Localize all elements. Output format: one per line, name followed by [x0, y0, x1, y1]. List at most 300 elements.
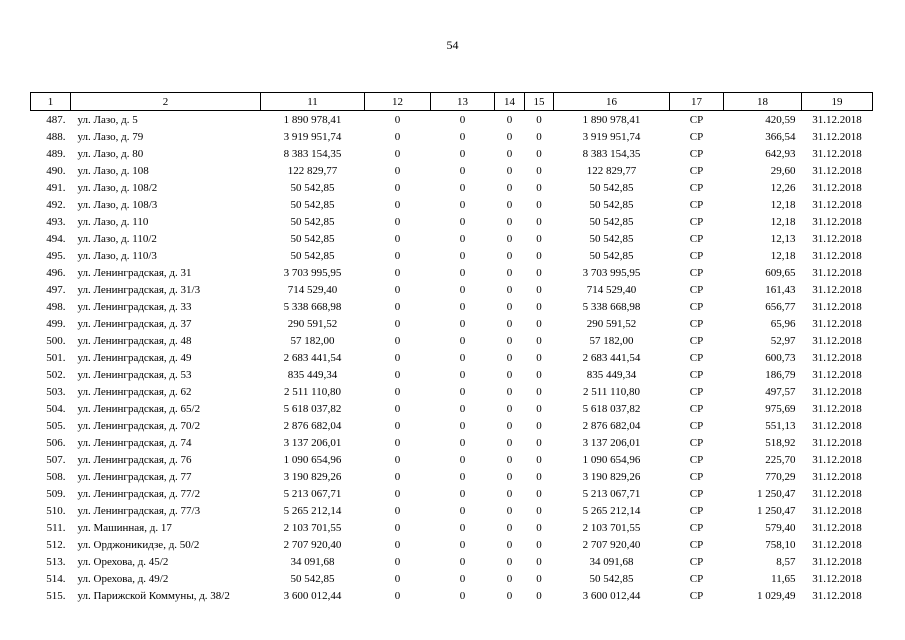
amount-cell: 57 182,00	[290, 334, 335, 347]
row-number: 498.	[46, 300, 66, 313]
value-cell: 0	[506, 164, 513, 177]
value-cell: 0	[459, 164, 466, 177]
rate-cell: 758,10	[765, 538, 796, 551]
row-number: 493.	[46, 215, 66, 228]
value-cell: 0	[506, 538, 513, 551]
value-cell: 0	[459, 266, 466, 279]
value-cell: 0	[459, 300, 466, 313]
table-row	[31, 315, 873, 332]
value-cell: 0	[506, 249, 513, 262]
value-cell: 0	[394, 232, 401, 245]
column-header: 17	[670, 93, 724, 111]
date-cell: 31.12.2018	[812, 419, 862, 432]
row-number: 507.	[46, 453, 66, 466]
value-cell: 0	[459, 249, 466, 262]
value-cell: 0	[394, 181, 401, 194]
row-number: 509.	[46, 487, 66, 500]
date-cell: 31.12.2018	[812, 181, 862, 194]
amount-cell: 5 338 668,98	[283, 300, 342, 313]
type-cell: СР	[689, 215, 704, 228]
value-cell: 0	[506, 215, 513, 228]
rate-cell: 420,59	[765, 113, 796, 126]
rate-cell: 518,92	[765, 436, 796, 449]
amount-cell: 3 919 951,74	[283, 130, 342, 143]
total-cell: 714 529,40	[586, 283, 637, 296]
rate-cell: 1 250,47	[757, 487, 796, 500]
address-cell: ул. Ленинградская, д. 76	[77, 453, 192, 466]
address-cell: ул. Лазо, д. 110/2	[77, 232, 157, 245]
value-cell: 0	[394, 487, 401, 500]
type-cell: СР	[689, 300, 704, 313]
amount-cell: 835 449,34	[287, 368, 338, 381]
column-header: 1	[31, 93, 71, 111]
value-cell: 0	[506, 266, 513, 279]
rate-cell: 366,54	[765, 130, 796, 143]
total-cell: 50 542,85	[589, 232, 634, 245]
address-cell: ул. Ленинградская, д. 70/2	[77, 419, 201, 432]
value-cell: 0	[459, 402, 466, 415]
value-cell: 0	[394, 147, 401, 160]
column-header: 12	[365, 93, 431, 111]
total-cell: 3 137 206,01	[582, 436, 641, 449]
rate-cell: 1 250,47	[757, 504, 796, 517]
rate-cell: 609,65	[765, 266, 796, 279]
address-cell: ул. Ленинградская, д. 62	[77, 385, 192, 398]
amount-cell: 5 213 067,71	[283, 487, 342, 500]
value-cell: 0	[506, 198, 513, 211]
row-number: 515.	[46, 589, 66, 602]
row-number: 499.	[46, 317, 66, 330]
date-cell: 31.12.2018	[812, 351, 862, 364]
value-cell: 0	[536, 436, 542, 449]
type-cell: СР	[689, 283, 704, 296]
value-cell: 0	[536, 351, 542, 364]
rate-cell: 29,60	[770, 164, 796, 177]
table-row	[31, 519, 873, 536]
total-cell: 122 829,77	[586, 164, 637, 177]
type-cell: СР	[689, 572, 704, 585]
table-row	[31, 145, 873, 162]
value-cell: 0	[536, 572, 542, 585]
rate-cell: 600,73	[765, 351, 796, 364]
total-cell: 50 542,85	[589, 198, 634, 211]
value-cell: 0	[459, 232, 466, 245]
value-cell: 0	[536, 538, 542, 551]
total-cell: 2 103 701,55	[582, 521, 641, 534]
amount-cell: 5 618 037,82	[283, 402, 342, 415]
value-cell: 0	[394, 385, 401, 398]
value-cell: 0	[394, 538, 401, 551]
value-cell: 0	[536, 198, 542, 211]
amount-cell: 714 529,40	[287, 283, 338, 296]
amount-cell: 3 137 206,01	[283, 436, 342, 449]
total-cell: 57 182,00	[589, 334, 634, 347]
address-cell: ул. Ленинградская, д. 48	[77, 334, 192, 347]
address-cell: ул. Лазо, д. 79	[77, 130, 144, 143]
type-cell: СР	[689, 470, 704, 483]
row-number: 513.	[46, 555, 66, 568]
total-cell: 8 383 154,35	[582, 147, 641, 160]
amount-cell: 3 600 012,44	[283, 589, 342, 602]
row-number: 512.	[46, 538, 66, 551]
table-row	[31, 349, 873, 366]
amount-cell: 50 542,85	[290, 249, 335, 262]
value-cell: 0	[506, 351, 513, 364]
value-cell: 0	[506, 487, 513, 500]
value-cell: 0	[536, 521, 542, 534]
type-cell: СР	[689, 436, 704, 449]
column-header: 2	[71, 93, 261, 111]
value-cell: 0	[536, 113, 542, 126]
address-cell: ул. Лазо, д. 108/3	[77, 198, 158, 211]
value-cell: 0	[394, 555, 401, 568]
type-cell: СР	[689, 402, 704, 415]
value-cell: 0	[506, 181, 513, 194]
date-cell: 31.12.2018	[812, 283, 862, 296]
value-cell: 0	[394, 351, 401, 364]
value-cell: 0	[506, 572, 513, 585]
value-cell: 0	[394, 402, 401, 415]
amount-cell: 1 890 978,41	[283, 113, 342, 126]
value-cell: 0	[459, 589, 466, 602]
value-cell: 0	[459, 147, 466, 160]
address-cell: ул. Ленинградская, д. 49	[77, 351, 192, 364]
total-cell: 3 190 829,26	[582, 470, 641, 483]
total-cell: 290 591,52	[586, 317, 637, 330]
value-cell: 0	[536, 487, 542, 500]
address-cell: ул. Ленинградская, д. 77/3	[77, 504, 201, 517]
table-row	[31, 230, 873, 247]
row-number: 488.	[46, 130, 66, 143]
value-cell: 0	[394, 266, 401, 279]
total-cell: 50 542,85	[589, 215, 634, 228]
amount-cell: 2 876 682,04	[283, 419, 342, 432]
table-row	[31, 162, 873, 179]
table-row	[31, 366, 873, 383]
value-cell: 0	[394, 453, 401, 466]
address-cell: ул. Лазо, д. 5	[77, 113, 138, 126]
amount-cell: 34 091,68	[290, 555, 335, 568]
type-cell: СР	[689, 334, 704, 347]
type-cell: СР	[689, 351, 704, 364]
value-cell: 0	[506, 232, 513, 245]
amount-cell: 122 829,77	[287, 164, 338, 177]
value-cell: 0	[506, 334, 513, 347]
amount-cell: 1 090 654,96	[283, 453, 342, 466]
table-row	[31, 570, 873, 587]
value-cell: 0	[536, 232, 542, 245]
amount-cell: 8 383 154,35	[283, 147, 342, 160]
total-cell: 835 449,34	[586, 368, 637, 381]
value-cell: 0	[506, 402, 513, 415]
amount-cell: 3 703 995,95	[283, 266, 342, 279]
rate-cell: 12,18	[770, 249, 796, 262]
value-cell: 0	[506, 504, 513, 517]
table-row	[31, 213, 873, 230]
value-cell: 0	[459, 487, 466, 500]
row-number: 514.	[46, 572, 66, 585]
table-row	[31, 247, 873, 264]
value-cell: 0	[394, 317, 401, 330]
row-number: 502.	[46, 368, 66, 381]
value-cell: 0	[536, 283, 542, 296]
total-cell: 5 338 668,98	[582, 300, 641, 313]
rate-cell: 8,57	[776, 555, 796, 568]
value-cell: 0	[394, 198, 401, 211]
column-header: 18	[724, 93, 802, 111]
date-cell: 31.12.2018	[812, 453, 862, 466]
type-cell: СР	[689, 130, 704, 143]
value-cell: 0	[506, 555, 513, 568]
value-cell: 0	[394, 368, 401, 381]
row-number: 491.	[46, 181, 66, 194]
value-cell: 0	[394, 283, 401, 296]
total-cell: 3 703 995,95	[582, 266, 641, 279]
value-cell: 0	[506, 300, 513, 313]
address-cell: ул. Лазо, д. 110/3	[77, 249, 157, 262]
address-cell: ул. Лазо, д. 80	[77, 147, 144, 160]
column-header: 16	[554, 93, 670, 111]
value-cell: 0	[459, 317, 466, 330]
date-cell: 31.12.2018	[812, 385, 862, 398]
table-row	[31, 298, 873, 315]
value-cell: 0	[506, 470, 513, 483]
value-cell: 0	[536, 164, 542, 177]
amount-cell: 2 683 441,54	[283, 351, 342, 364]
value-cell: 0	[394, 215, 401, 228]
row-number: 496.	[46, 266, 66, 279]
type-cell: СР	[689, 504, 704, 517]
date-cell: 31.12.2018	[812, 232, 862, 245]
amount-cell: 2 103 701,55	[283, 521, 342, 534]
total-cell: 5 265 212,14	[582, 504, 641, 517]
total-cell: 50 542,85	[589, 249, 634, 262]
value-cell: 0	[459, 181, 466, 194]
rate-cell: 12,26	[770, 181, 796, 194]
value-cell: 0	[536, 470, 542, 483]
date-cell: 31.12.2018	[812, 147, 862, 160]
value-cell: 0	[394, 419, 401, 432]
rate-cell: 186,79	[765, 368, 796, 381]
value-cell: 0	[394, 470, 401, 483]
table-row	[31, 434, 873, 451]
address-cell: ул. Лазо, д. 110	[77, 215, 149, 228]
value-cell: 0	[394, 589, 401, 602]
rate-cell: 12,13	[770, 232, 796, 245]
table-row	[31, 383, 873, 400]
total-cell: 2 511 110,80	[583, 385, 640, 398]
date-cell: 31.12.2018	[812, 317, 862, 330]
value-cell: 0	[394, 130, 401, 143]
type-cell: СР	[689, 385, 704, 398]
address-cell: ул. Машинная, д. 17	[77, 521, 172, 534]
address-cell: ул. Ленинградская, д. 37	[77, 317, 192, 330]
table-body	[31, 111, 873, 605]
rate-cell: 1 029,49	[757, 589, 796, 602]
value-cell: 0	[394, 113, 401, 126]
type-cell: СР	[689, 266, 704, 279]
row-number: 505.	[46, 419, 66, 432]
value-cell: 0	[394, 572, 401, 585]
type-cell: СР	[689, 198, 704, 211]
address-cell: ул. Лазо, д. 108	[77, 164, 149, 177]
value-cell: 0	[536, 249, 542, 262]
data-table	[30, 92, 873, 604]
address-cell: ул. Ленинградская, д. 31	[77, 266, 192, 279]
address-cell: ул. Ленинградская, д. 77	[77, 470, 192, 483]
amount-cell: 50 542,85	[290, 198, 335, 211]
value-cell: 0	[536, 215, 542, 228]
value-cell: 0	[459, 351, 466, 364]
date-cell: 31.12.2018	[812, 572, 862, 585]
total-cell: 34 091,68	[589, 555, 634, 568]
total-cell: 50 542,85	[589, 572, 634, 585]
rate-cell: 225,70	[765, 453, 796, 466]
table-row	[31, 332, 873, 349]
date-cell: 31.12.2018	[812, 300, 862, 313]
value-cell: 0	[536, 130, 542, 143]
value-cell: 0	[459, 555, 466, 568]
row-number: 510.	[46, 504, 66, 517]
address-cell: ул. Ленинградская, д. 74	[77, 436, 192, 449]
column-header: 11	[261, 93, 365, 111]
amount-cell: 50 542,85	[290, 232, 335, 245]
amount-cell: 50 542,85	[290, 181, 335, 194]
value-cell: 0	[536, 368, 542, 381]
amount-cell: 2 707 920,40	[283, 538, 342, 551]
value-cell: 0	[459, 538, 466, 551]
value-cell: 0	[506, 130, 513, 143]
column-header: 19	[802, 93, 873, 111]
rate-cell: 11,65	[771, 572, 796, 585]
total-cell: 2 683 441,54	[582, 351, 641, 364]
rate-cell: 52,97	[770, 334, 796, 347]
value-cell: 0	[536, 317, 542, 330]
row-number: 500.	[46, 334, 66, 347]
table-row	[31, 400, 873, 417]
type-cell: СР	[689, 164, 704, 177]
table-row	[31, 417, 873, 434]
value-cell: 0	[459, 470, 466, 483]
value-cell: 0	[459, 113, 466, 126]
amount-cell: 50 542,85	[290, 572, 335, 585]
value-cell: 0	[459, 436, 466, 449]
rate-cell: 770,29	[765, 470, 796, 483]
total-cell: 2 707 920,40	[582, 538, 641, 551]
value-cell: 0	[459, 368, 466, 381]
row-number: 490.	[46, 164, 66, 177]
address-cell: ул. Орджоникидзе, д. 50/2	[77, 538, 200, 551]
table-row	[31, 468, 873, 485]
value-cell: 0	[394, 300, 401, 313]
table-row	[31, 196, 873, 213]
type-cell: СР	[689, 317, 704, 330]
value-cell: 0	[506, 368, 513, 381]
value-cell: 0	[536, 147, 542, 160]
address-cell: ул. Парижской Коммуны, д. 38/2	[77, 589, 230, 602]
rate-cell: 656,77	[765, 300, 796, 313]
value-cell: 0	[506, 436, 513, 449]
row-number: 503.	[46, 385, 66, 398]
date-cell: 31.12.2018	[812, 334, 862, 347]
value-cell: 0	[459, 215, 466, 228]
column-header: 14	[495, 93, 525, 111]
row-number: 504.	[46, 402, 66, 415]
date-cell: 31.12.2018	[812, 130, 862, 143]
row-number: 508.	[46, 470, 66, 483]
address-cell: ул. Ленинградская, д. 77/2	[77, 487, 201, 500]
date-cell: 31.12.2018	[812, 538, 862, 551]
row-number: 495.	[46, 249, 66, 262]
amount-cell: 290 591,52	[287, 317, 338, 330]
date-cell: 31.12.2018	[812, 113, 862, 126]
value-cell: 0	[536, 504, 542, 517]
value-cell: 0	[536, 385, 542, 398]
table-header-row	[31, 93, 873, 111]
rate-cell: 497,57	[765, 385, 796, 398]
value-cell: 0	[506, 113, 513, 126]
address-cell: ул. Ленинградская, д. 33	[77, 300, 192, 313]
address-cell: ул. Орехова, д. 45/2	[77, 555, 169, 568]
date-cell: 31.12.2018	[812, 215, 862, 228]
value-cell: 0	[536, 555, 542, 568]
value-cell: 0	[506, 453, 513, 466]
table-row	[31, 111, 873, 129]
amount-cell: 2 511 110,80	[284, 385, 341, 398]
type-cell: СР	[689, 232, 704, 245]
table-row	[31, 485, 873, 502]
total-cell: 3 919 951,74	[582, 130, 641, 143]
total-cell: 3 600 012,44	[582, 589, 641, 602]
row-number: 506.	[46, 436, 66, 449]
value-cell: 0	[459, 419, 466, 432]
row-number: 489.	[46, 147, 66, 160]
date-cell: 31.12.2018	[812, 436, 862, 449]
value-cell: 0	[506, 283, 513, 296]
table-row	[31, 128, 873, 145]
rate-cell: 65,96	[770, 317, 796, 330]
date-cell: 31.12.2018	[812, 555, 862, 568]
date-cell: 31.12.2018	[812, 249, 862, 262]
table-row	[31, 264, 873, 281]
value-cell: 0	[459, 572, 466, 585]
rate-cell: 975,69	[765, 402, 796, 415]
address-cell: ул. Орехова, д. 49/2	[77, 572, 169, 585]
type-cell: СР	[689, 589, 704, 602]
total-cell: 1 890 978,41	[582, 113, 641, 126]
total-cell: 5 213 067,71	[582, 487, 641, 500]
value-cell: 0	[394, 334, 401, 347]
page-number: 54	[446, 38, 459, 52]
row-number: 492.	[46, 198, 66, 211]
value-cell: 0	[394, 521, 401, 534]
row-number: 487.	[46, 113, 66, 126]
value-cell: 0	[536, 266, 542, 279]
date-cell: 31.12.2018	[812, 368, 862, 381]
rate-cell: 579,40	[765, 521, 796, 534]
table-row	[31, 536, 873, 553]
row-number: 497.	[46, 283, 66, 296]
value-cell: 0	[459, 283, 466, 296]
address-cell: ул. Ленинградская, д. 65/2	[77, 402, 201, 415]
rate-cell: 12,18	[770, 215, 796, 228]
rate-cell: 642,93	[765, 147, 796, 160]
type-cell: СР	[689, 521, 704, 534]
value-cell: 0	[459, 130, 466, 143]
type-cell: СР	[689, 113, 704, 126]
value-cell: 0	[394, 436, 401, 449]
rate-cell: 551,13	[765, 419, 796, 432]
